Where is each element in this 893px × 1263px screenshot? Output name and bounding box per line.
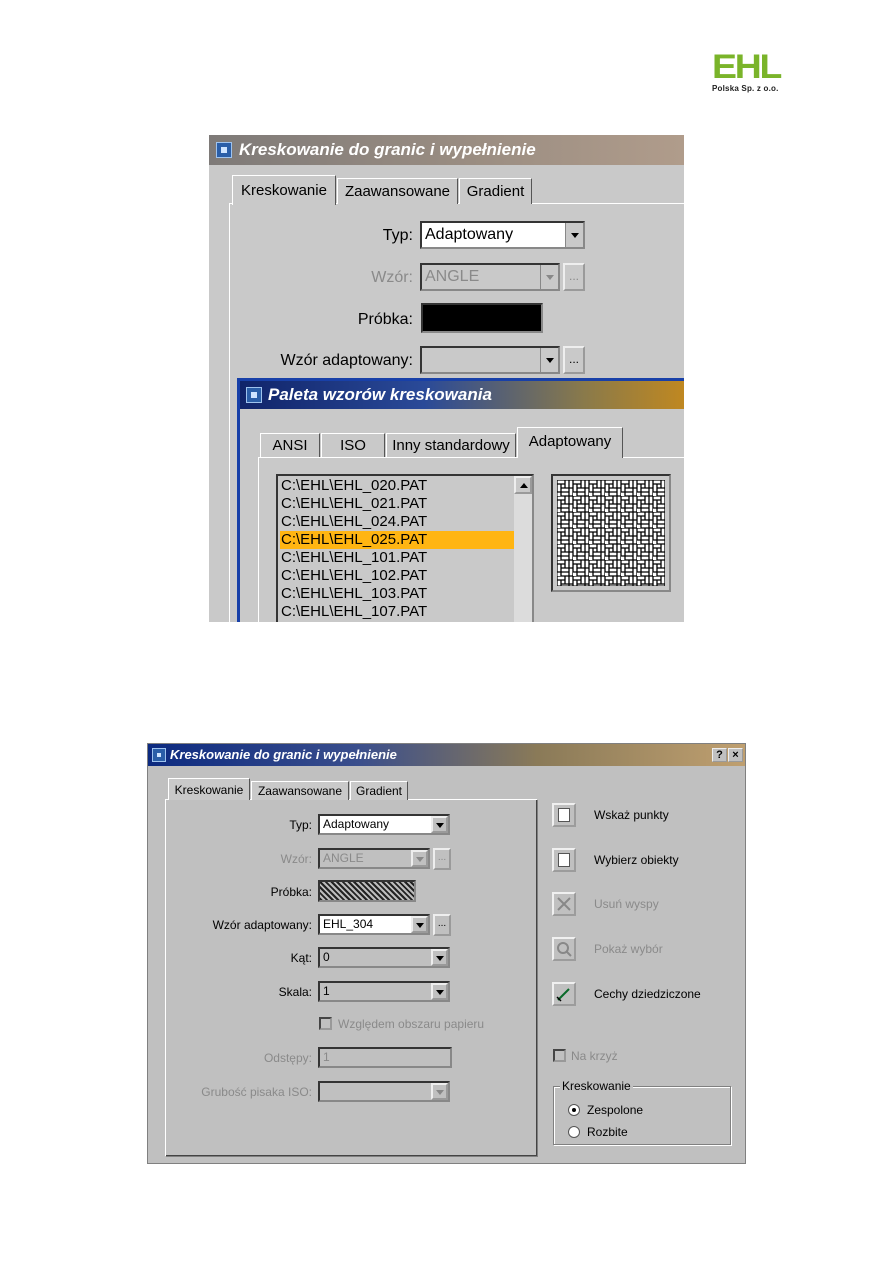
tab-gradient[interactable]: Gradient — [350, 781, 408, 800]
list-item[interactable]: C:\EHL\EHL_020.PAT — [281, 477, 428, 494]
odstepy-input[interactable]: 1 — [318, 1047, 452, 1068]
ehl-logo — [712, 48, 790, 96]
wzor-value: ANGLE — [323, 851, 364, 865]
wzor-select[interactable] — [318, 848, 430, 869]
dialog-title: Kreskowanie do granic i wypełnienie — [239, 140, 536, 159]
scroll-up-arrow-icon[interactable] — [514, 476, 532, 494]
help-button[interactable]: ? — [712, 748, 727, 762]
typ-value: Adaptowany — [425, 226, 514, 243]
hatch-dialog — [147, 743, 746, 1164]
logo-subtitle: Polska Sp. z o.o. — [712, 84, 779, 93]
pokaz-wybor-label: Pokaż wybór — [594, 942, 663, 956]
wzor-label: Wzór: — [280, 852, 312, 866]
typ-value: Adaptowany — [323, 817, 390, 831]
na-krzyz-label: Na krzyż — [571, 1049, 618, 1063]
wzor-browse-button[interactable]: ... — [433, 848, 451, 870]
dialog-title-bar — [148, 744, 746, 766]
wzor-label: Wzór: — [371, 269, 413, 286]
kreskowanie-group — [553, 1079, 731, 1145]
typ-select[interactable] — [420, 221, 585, 249]
tab-inny-standardowy[interactable]: Inny standardowy — [386, 433, 516, 457]
chevron-down-icon[interactable] — [540, 265, 558, 289]
kat-label: Kąt: — [290, 951, 312, 965]
list-item-selected[interactable]: C:\EHL\EHL_025.PAT — [280, 531, 514, 549]
logo-brand: EHL — [712, 48, 781, 86]
tab-kreskowanie[interactable]: Kreskowanie — [168, 778, 250, 800]
chevron-down-icon[interactable] — [431, 816, 448, 833]
chevron-down-icon[interactable] — [411, 916, 428, 933]
usun-wyspy-button[interactable] — [552, 892, 576, 916]
dialog-title: Kreskowanie do granic i wypełnienie — [170, 747, 397, 762]
tab-iso[interactable]: ISO — [321, 433, 385, 457]
skala-select[interactable] — [318, 981, 450, 1002]
pattern-palette-dialog — [237, 378, 684, 622]
tab-zaawansowane[interactable]: Zaawansowane — [337, 178, 458, 204]
wzor-browse-button[interactable]: ... — [563, 263, 585, 291]
pick-points-icon — [558, 808, 570, 822]
probka-label: Próbka: — [357, 311, 413, 328]
chevron-down-icon[interactable] — [431, 1083, 448, 1100]
pattern-list[interactable] — [276, 474, 534, 622]
cechy-dziedziczone-label: Cechy dziedziczone — [594, 987, 701, 1001]
list-scrollbar[interactable] — [514, 476, 532, 622]
list-item[interactable]: C:\EHL\EHL_102.PAT — [281, 567, 428, 584]
wzgledem-label: Względem obszaru papieru — [338, 1017, 485, 1031]
tab-zaawansowane[interactable]: Zaawansowane — [251, 781, 349, 800]
rozbite-label: Rozbite — [587, 1125, 628, 1139]
cechy-dziedziczone-button[interactable] — [552, 982, 576, 1006]
magnifier-icon — [554, 939, 574, 959]
zespolone-radio[interactable] — [568, 1104, 580, 1116]
wybierz-obiekty-label: Wybierz obiekty — [594, 853, 679, 867]
select-objects-icon — [558, 853, 570, 867]
list-item[interactable]: C:\EHL\EHL_107.PAT — [281, 603, 428, 620]
chevron-down-icon[interactable] — [540, 348, 558, 372]
probka-swatch[interactable] — [318, 880, 416, 902]
app-icon — [246, 387, 262, 403]
tab-kreskowanie[interactable]: Kreskowanie — [232, 175, 336, 205]
tab-ansi[interactable]: ANSI — [260, 433, 320, 457]
wybierz-obiekty-button[interactable] — [552, 848, 576, 872]
rozbite-radio[interactable] — [568, 1126, 580, 1138]
pokaz-wybor-button[interactable] — [552, 937, 576, 961]
wzor-adaptowany-browse-button[interactable]: ... — [433, 914, 451, 936]
skala-value: 1 — [323, 984, 330, 998]
typ-label: Typ: — [382, 227, 413, 244]
wskaz-punkty-label: Wskaż punkty — [594, 808, 669, 822]
wskaz-punkty-button[interactable] — [552, 803, 576, 827]
wzgledem-checkbox[interactable] — [319, 1017, 332, 1030]
app-icon — [152, 748, 166, 762]
herringbone-pattern-icon — [557, 480, 665, 586]
list-item[interactable]: C:\EHL\EHL_021.PAT — [281, 495, 428, 512]
chevron-down-icon[interactable] — [411, 850, 428, 867]
list-item[interactable]: C:\EHL\EHL_101.PAT — [281, 549, 428, 566]
odstepy-label: Odstępy: — [263, 1051, 312, 1065]
usun-wyspy-label: Usuń wyspy — [594, 897, 659, 911]
wzor-adaptowany-select[interactable] — [420, 346, 560, 374]
wzor-adaptowany-value: EHL_304 — [323, 917, 374, 931]
list-item[interactable]: C:\EHL\EHL_103.PAT — [281, 585, 428, 602]
pattern-preview — [551, 474, 671, 592]
app-icon — [216, 142, 232, 158]
grubosc-select[interactable] — [318, 1081, 450, 1102]
wzor-adaptowany-label: Wzór adaptowany: — [280, 352, 413, 369]
skala-label: Skala: — [278, 985, 312, 999]
tab-adaptowany[interactable]: Adaptowany — [517, 427, 623, 458]
remove-islands-icon — [554, 894, 574, 914]
chevron-down-icon[interactable] — [431, 949, 448, 966]
palette-title: Paleta wzorów kreskowania — [268, 385, 492, 404]
brush-icon — [554, 984, 574, 1004]
hatch-dialog-crop — [209, 135, 684, 622]
dialog-title-bar — [209, 135, 684, 165]
wzor-adaptowany-browse-button[interactable]: ... — [563, 346, 585, 374]
kat-select[interactable] — [318, 947, 450, 968]
probka-label: Próbka: — [270, 885, 312, 899]
group-title: Kreskowanie — [562, 1079, 631, 1093]
chevron-down-icon[interactable] — [431, 983, 448, 1000]
chevron-down-icon[interactable] — [565, 223, 583, 247]
na-krzyz-checkbox[interactable] — [553, 1049, 566, 1062]
grubosc-label: Grubość pisaka ISO: — [201, 1085, 312, 1099]
kat-value: 0 — [323, 950, 330, 964]
typ-label: Typ: — [289, 818, 312, 832]
wzor-select[interactable] — [420, 263, 560, 291]
probka-swatch[interactable] — [421, 303, 543, 333]
close-button[interactable]: × — [728, 748, 743, 762]
wzor-value: ANGLE — [425, 268, 480, 285]
zespolone-label: Zespolone — [587, 1103, 644, 1117]
typ-select[interactable] — [318, 814, 450, 835]
tab-gradient[interactable]: Gradient — [459, 178, 532, 204]
wzor-adaptowany-label: Wzór adaptowany: — [212, 918, 312, 932]
wzor-adaptowany-select[interactable] — [318, 914, 430, 935]
palette-title-bar — [240, 381, 684, 409]
list-item[interactable]: C:\EHL\EHL_024.PAT — [281, 513, 428, 530]
